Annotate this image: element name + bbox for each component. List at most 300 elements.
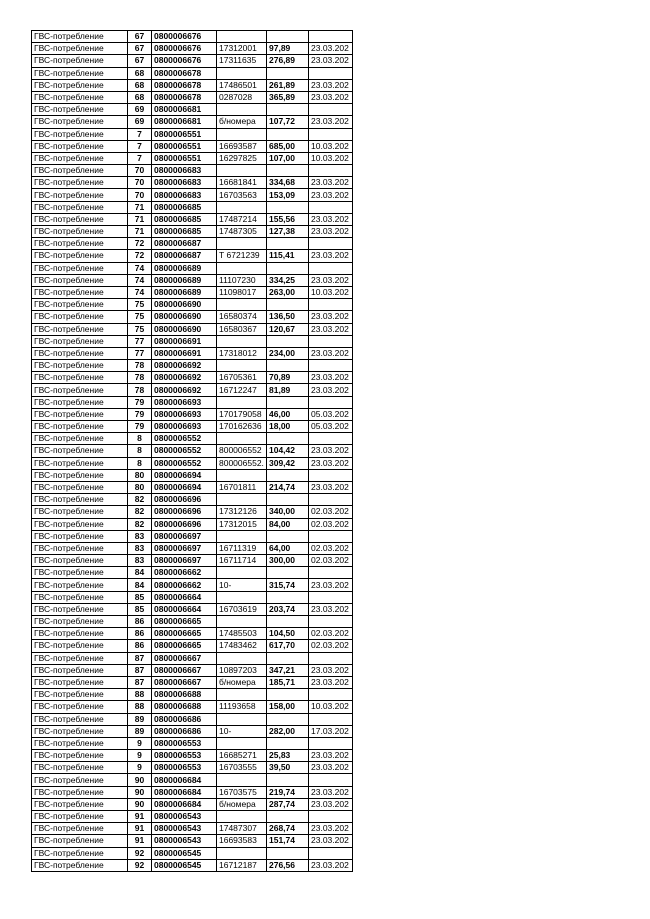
reading-cell <box>267 299 309 311</box>
service-cell: ГВС-потребление <box>32 445 128 457</box>
date-cell <box>309 396 353 408</box>
service-cell: ГВС-потребление <box>32 774 128 786</box>
table-row <box>32 335 353 347</box>
reading-cell <box>267 737 309 749</box>
date-cell: 23.03.202 <box>309 323 353 335</box>
table-row <box>32 737 353 749</box>
apartment-cell: 77 <box>128 335 152 347</box>
date-cell: 23.03.202 <box>309 372 353 384</box>
account-cell: 0800006667 <box>152 664 217 676</box>
date-cell <box>309 494 353 506</box>
reading-cell: 158,00 <box>267 701 309 713</box>
meter-cell: 16580367 <box>217 323 267 335</box>
date-cell <box>309 299 353 311</box>
account-cell: 0800006681 <box>152 116 217 128</box>
reading-cell <box>267 847 309 859</box>
account-cell: 0800006689 <box>152 286 217 298</box>
account-cell: 0800006690 <box>152 323 217 335</box>
table-row <box>32 177 353 189</box>
apartment-cell: 84 <box>128 579 152 591</box>
date-cell: 23.03.202 <box>309 823 353 835</box>
reading-cell: 334,68 <box>267 177 309 189</box>
service-cell: ГВС-потребление <box>32 323 128 335</box>
account-cell: 0800006685 <box>152 226 217 238</box>
account-cell: 0800006691 <box>152 347 217 359</box>
table-row <box>32 811 353 823</box>
apartment-cell: 70 <box>128 189 152 201</box>
meter-cell: 17483462 <box>217 640 267 652</box>
apartment-cell: 78 <box>128 360 152 372</box>
service-cell: ГВС-потребление <box>32 859 128 871</box>
meter-cell: 16712187 <box>217 859 267 871</box>
service-cell: ГВС-потребление <box>32 542 128 554</box>
service-cell: ГВС-потребление <box>32 152 128 164</box>
meter-cell <box>217 494 267 506</box>
service-cell: ГВС-потребление <box>32 116 128 128</box>
date-cell <box>309 847 353 859</box>
apartment-cell: 67 <box>128 43 152 55</box>
service-cell: ГВС-потребление <box>32 762 128 774</box>
date-cell: 23.03.202 <box>309 177 353 189</box>
account-cell: 0800006693 <box>152 408 217 420</box>
service-cell: ГВС-потребление <box>32 689 128 701</box>
reading-cell: 153,09 <box>267 189 309 201</box>
service-cell: ГВС-потребление <box>32 616 128 628</box>
table-row <box>32 31 353 43</box>
reading-cell: 127,38 <box>267 226 309 238</box>
service-cell: ГВС-потребление <box>32 579 128 591</box>
apartment-cell: 79 <box>128 408 152 420</box>
date-cell: 23.03.202 <box>309 79 353 91</box>
account-cell: 0800006694 <box>152 469 217 481</box>
table-row <box>32 445 353 457</box>
table-row <box>32 506 353 518</box>
account-cell: 0800006545 <box>152 847 217 859</box>
account-cell: 0800006676 <box>152 55 217 67</box>
service-cell: ГВС-потребление <box>32 360 128 372</box>
service-cell: ГВС-потребление <box>32 811 128 823</box>
meter-cell: 16681841 <box>217 177 267 189</box>
meter-cell: 16711319 <box>217 542 267 554</box>
date-cell: 23.03.202 <box>309 786 353 798</box>
reading-cell: 70,89 <box>267 372 309 384</box>
apartment-cell: 80 <box>128 469 152 481</box>
reading-cell: 25,83 <box>267 750 309 762</box>
service-cell: ГВС-потребление <box>32 506 128 518</box>
meter-cell: 0287028 <box>217 91 267 103</box>
meter-cell: 11193658 <box>217 701 267 713</box>
reading-cell <box>267 616 309 628</box>
apartment-cell: 92 <box>128 847 152 859</box>
meter-cell <box>217 165 267 177</box>
apartment-cell: 87 <box>128 676 152 688</box>
meter-cell: 16685271 <box>217 750 267 762</box>
table-row <box>32 823 353 835</box>
date-cell: 23.03.202 <box>309 835 353 847</box>
date-cell <box>309 201 353 213</box>
apartment-cell: 79 <box>128 396 152 408</box>
apartment-cell: 75 <box>128 323 152 335</box>
service-cell: ГВС-потребление <box>32 31 128 43</box>
apartment-cell: 85 <box>128 591 152 603</box>
table-row <box>32 750 353 762</box>
table-row <box>32 250 353 262</box>
apartment-cell: 78 <box>128 372 152 384</box>
meter-cell: 16703619 <box>217 603 267 615</box>
meter-cell <box>217 128 267 140</box>
apartment-cell: 91 <box>128 835 152 847</box>
service-cell: ГВС-потребление <box>32 335 128 347</box>
apartment-cell: 82 <box>128 494 152 506</box>
meter-cell <box>217 616 267 628</box>
date-cell <box>309 616 353 628</box>
account-cell: 0800006687 <box>152 238 217 250</box>
table-row <box>32 43 353 55</box>
service-cell: ГВС-потребление <box>32 299 128 311</box>
reading-cell: 263,00 <box>267 286 309 298</box>
table-row <box>32 396 353 408</box>
apartment-cell: 7 <box>128 128 152 140</box>
meter-cell <box>217 652 267 664</box>
apartment-cell: 70 <box>128 177 152 189</box>
apartment-cell: 7 <box>128 140 152 152</box>
apartment-cell: 79 <box>128 421 152 433</box>
date-cell: 10.03.202 <box>309 286 353 298</box>
service-cell: ГВС-потребление <box>32 798 128 810</box>
date-cell <box>309 433 353 445</box>
service-cell: ГВС-потребление <box>32 165 128 177</box>
account-cell: 0800006696 <box>152 494 217 506</box>
table-row <box>32 116 353 128</box>
account-cell: 0800006543 <box>152 823 217 835</box>
meter-cell: 17486501 <box>217 79 267 91</box>
account-cell: 0800006697 <box>152 530 217 542</box>
table-row <box>32 372 353 384</box>
reading-cell: 347,21 <box>267 664 309 676</box>
date-cell: 02.03.202 <box>309 518 353 530</box>
table-row <box>32 567 353 579</box>
account-cell: 0800006691 <box>152 335 217 347</box>
service-cell: ГВС-потребление <box>32 640 128 652</box>
account-cell: 0800006684 <box>152 798 217 810</box>
readings-table <box>31 30 353 872</box>
service-cell: ГВС-потребление <box>32 676 128 688</box>
account-cell: 0800006684 <box>152 786 217 798</box>
apartment-cell: 89 <box>128 713 152 725</box>
date-cell <box>309 128 353 140</box>
reading-cell <box>267 396 309 408</box>
table-row <box>32 311 353 323</box>
reading-cell: 334,25 <box>267 274 309 286</box>
meter-cell: 16705361 <box>217 372 267 384</box>
account-cell: 0800006667 <box>152 652 217 664</box>
date-cell <box>309 713 353 725</box>
date-cell <box>309 811 353 823</box>
service-cell: ГВС-потребление <box>32 481 128 493</box>
service-cell: ГВС-потребление <box>32 67 128 79</box>
service-cell: ГВС-потребление <box>32 262 128 274</box>
meter-cell <box>217 774 267 786</box>
service-cell: ГВС-потребление <box>32 555 128 567</box>
table-row <box>32 664 353 676</box>
reading-cell: 282,00 <box>267 725 309 737</box>
reading-cell <box>267 774 309 786</box>
reading-cell: 309,42 <box>267 457 309 469</box>
meter-cell <box>217 238 267 250</box>
apartment-cell: 74 <box>128 262 152 274</box>
meter-cell <box>217 689 267 701</box>
meter-cell: 10- <box>217 725 267 737</box>
date-cell: 23.03.202 <box>309 859 353 871</box>
apartment-cell: 72 <box>128 238 152 250</box>
reading-cell: 39,50 <box>267 762 309 774</box>
account-cell: 0800006678 <box>152 79 217 91</box>
table-row <box>32 189 353 201</box>
table-row <box>32 128 353 140</box>
table-row <box>32 774 353 786</box>
table-row <box>32 104 353 116</box>
service-cell: ГВС-потребление <box>32 847 128 859</box>
account-cell: 0800006551 <box>152 140 217 152</box>
apartment-cell: 9 <box>128 762 152 774</box>
meter-cell: 16711714 <box>217 555 267 567</box>
service-cell: ГВС-потребление <box>32 213 128 225</box>
date-cell: 05.03.202 <box>309 408 353 420</box>
table-row <box>32 226 353 238</box>
table-row <box>32 384 353 396</box>
apartment-cell: 83 <box>128 542 152 554</box>
account-cell: 0800006686 <box>152 713 217 725</box>
account-cell: 0800006676 <box>152 31 217 43</box>
apartment-cell: 68 <box>128 79 152 91</box>
apartment-cell: 75 <box>128 311 152 323</box>
service-cell: ГВС-потребление <box>32 494 128 506</box>
account-cell: 0800006543 <box>152 811 217 823</box>
table-row <box>32 91 353 103</box>
reading-cell <box>267 262 309 274</box>
service-cell: ГВС-потребление <box>32 835 128 847</box>
date-cell <box>309 360 353 372</box>
service-cell: ГВС-потребление <box>32 530 128 542</box>
account-cell: 0800006552 <box>152 445 217 457</box>
account-cell: 0800006692 <box>152 384 217 396</box>
meter-cell: 800006552. <box>217 457 267 469</box>
date-cell <box>309 530 353 542</box>
service-cell: ГВС-потребление <box>32 469 128 481</box>
meter-cell: 17312001 <box>217 43 267 55</box>
table-row <box>32 579 353 591</box>
meter-cell <box>217 591 267 603</box>
meter-cell: 16712247 <box>217 384 267 396</box>
service-cell: ГВС-потребление <box>32 226 128 238</box>
table-row <box>32 798 353 810</box>
service-cell: ГВС-потребление <box>32 786 128 798</box>
account-cell: 0800006551 <box>152 152 217 164</box>
account-cell: 0800006683 <box>152 177 217 189</box>
account-cell: 0800006551 <box>152 128 217 140</box>
date-cell: 23.03.202 <box>309 481 353 493</box>
meter-cell <box>217 262 267 274</box>
reading-cell: 104,42 <box>267 445 309 457</box>
date-cell: 23.03.202 <box>309 311 353 323</box>
apartment-cell: 67 <box>128 55 152 67</box>
meter-cell: Т 6721239 <box>217 250 267 262</box>
account-cell: 0800006693 <box>152 421 217 433</box>
date-cell <box>309 165 353 177</box>
reading-cell: 136,50 <box>267 311 309 323</box>
service-cell: ГВС-потребление <box>32 433 128 445</box>
table-row <box>32 518 353 530</box>
reading-cell: 315,74 <box>267 579 309 591</box>
date-cell <box>309 591 353 603</box>
meter-cell: 16580374 <box>217 311 267 323</box>
apartment-cell: 71 <box>128 226 152 238</box>
reading-cell: 97,89 <box>267 43 309 55</box>
service-cell: ГВС-потребление <box>32 408 128 420</box>
date-cell: 10.03.202 <box>309 701 353 713</box>
reading-cell: 365,89 <box>267 91 309 103</box>
table-row <box>32 494 353 506</box>
meter-cell <box>217 567 267 579</box>
table-row <box>32 676 353 688</box>
meter-cell: б/номера <box>217 676 267 688</box>
meter-cell: 800006552 <box>217 445 267 457</box>
meter-cell <box>217 201 267 213</box>
date-cell <box>309 567 353 579</box>
meter-cell: 11098017 <box>217 286 267 298</box>
reading-cell: 84,00 <box>267 518 309 530</box>
account-cell: 0800006662 <box>152 579 217 591</box>
apartment-cell: 91 <box>128 823 152 835</box>
reading-cell <box>267 360 309 372</box>
apartment-cell: 72 <box>128 250 152 262</box>
account-cell: 0800006693 <box>152 396 217 408</box>
account-cell: 0800006662 <box>152 567 217 579</box>
reading-cell: 287,74 <box>267 798 309 810</box>
date-cell: 02.03.202 <box>309 506 353 518</box>
date-cell <box>309 652 353 664</box>
reading-cell: 340,00 <box>267 506 309 518</box>
date-cell: 05.03.202 <box>309 421 353 433</box>
apartment-cell: 86 <box>128 628 152 640</box>
apartment-cell: 68 <box>128 91 152 103</box>
meter-cell <box>217 469 267 481</box>
meter-cell: 16703575 <box>217 786 267 798</box>
reading-cell: 107,00 <box>267 152 309 164</box>
apartment-cell: 90 <box>128 774 152 786</box>
apartment-cell: 88 <box>128 689 152 701</box>
apartment-cell: 86 <box>128 640 152 652</box>
apartment-cell: 7 <box>128 152 152 164</box>
table-row <box>32 421 353 433</box>
service-cell: ГВС-потребление <box>32 347 128 359</box>
service-cell: ГВС-потребление <box>32 177 128 189</box>
apartment-cell: 85 <box>128 603 152 615</box>
account-cell: 0800006665 <box>152 628 217 640</box>
reading-cell: 234,00 <box>267 347 309 359</box>
account-cell: 0800006665 <box>152 616 217 628</box>
date-cell: 02.03.202 <box>309 542 353 554</box>
account-cell: 0800006696 <box>152 506 217 518</box>
date-cell: 23.03.202 <box>309 189 353 201</box>
date-cell <box>309 335 353 347</box>
account-cell: 0800006545 <box>152 859 217 871</box>
meter-cell <box>217 847 267 859</box>
apartment-cell: 74 <box>128 286 152 298</box>
reading-cell <box>267 530 309 542</box>
reading-cell <box>267 31 309 43</box>
meter-cell: 16297825 <box>217 152 267 164</box>
apartment-cell: 84 <box>128 567 152 579</box>
service-cell: ГВС-потребление <box>32 79 128 91</box>
reading-cell: 46,00 <box>267 408 309 420</box>
table-row <box>32 713 353 725</box>
meter-cell <box>217 299 267 311</box>
date-cell: 23.03.202 <box>309 250 353 262</box>
account-cell: 0800006676 <box>152 43 217 55</box>
service-cell: ГВС-потребление <box>32 567 128 579</box>
table-row <box>32 408 353 420</box>
account-cell: 0800006553 <box>152 750 217 762</box>
reading-cell: 214,74 <box>267 481 309 493</box>
table-row <box>32 847 353 859</box>
service-cell: ГВС-потребление <box>32 91 128 103</box>
reading-cell <box>267 652 309 664</box>
service-cell: ГВС-потребление <box>32 591 128 603</box>
date-cell: 10.03.202 <box>309 140 353 152</box>
table-row <box>32 433 353 445</box>
apartment-cell: 9 <box>128 750 152 762</box>
table-body <box>32 31 353 872</box>
apartment-cell: 78 <box>128 384 152 396</box>
reading-cell: 276,89 <box>267 55 309 67</box>
table-row <box>32 140 353 152</box>
table-row <box>32 481 353 493</box>
service-cell: ГВС-потребление <box>32 43 128 55</box>
date-cell: 23.03.202 <box>309 43 353 55</box>
table-row <box>32 628 353 640</box>
meter-cell <box>217 811 267 823</box>
account-cell: 0800006689 <box>152 262 217 274</box>
reading-cell: 18,00 <box>267 421 309 433</box>
apartment-cell: 8 <box>128 433 152 445</box>
apartment-cell: 82 <box>128 518 152 530</box>
table-row <box>32 530 353 542</box>
table-row <box>32 299 353 311</box>
meter-cell: 17487305 <box>217 226 267 238</box>
table-row <box>32 79 353 91</box>
reading-cell <box>267 67 309 79</box>
account-cell: 0800006678 <box>152 91 217 103</box>
table-row <box>32 238 353 250</box>
apartment-cell: 88 <box>128 701 152 713</box>
table-row <box>32 360 353 372</box>
date-cell <box>309 104 353 116</box>
meter-cell <box>217 713 267 725</box>
reading-cell <box>267 469 309 481</box>
meter-cell: 11107230 <box>217 274 267 286</box>
service-cell: ГВС-потребление <box>32 396 128 408</box>
account-cell: 0800006665 <box>152 640 217 652</box>
account-cell: 0800006687 <box>152 250 217 262</box>
date-cell: 23.03.202 <box>309 116 353 128</box>
reading-cell <box>267 335 309 347</box>
meter-cell: 17318012 <box>217 347 267 359</box>
apartment-cell: 69 <box>128 116 152 128</box>
reading-cell <box>267 811 309 823</box>
table-row <box>32 835 353 847</box>
date-cell: 23.03.202 <box>309 384 353 396</box>
